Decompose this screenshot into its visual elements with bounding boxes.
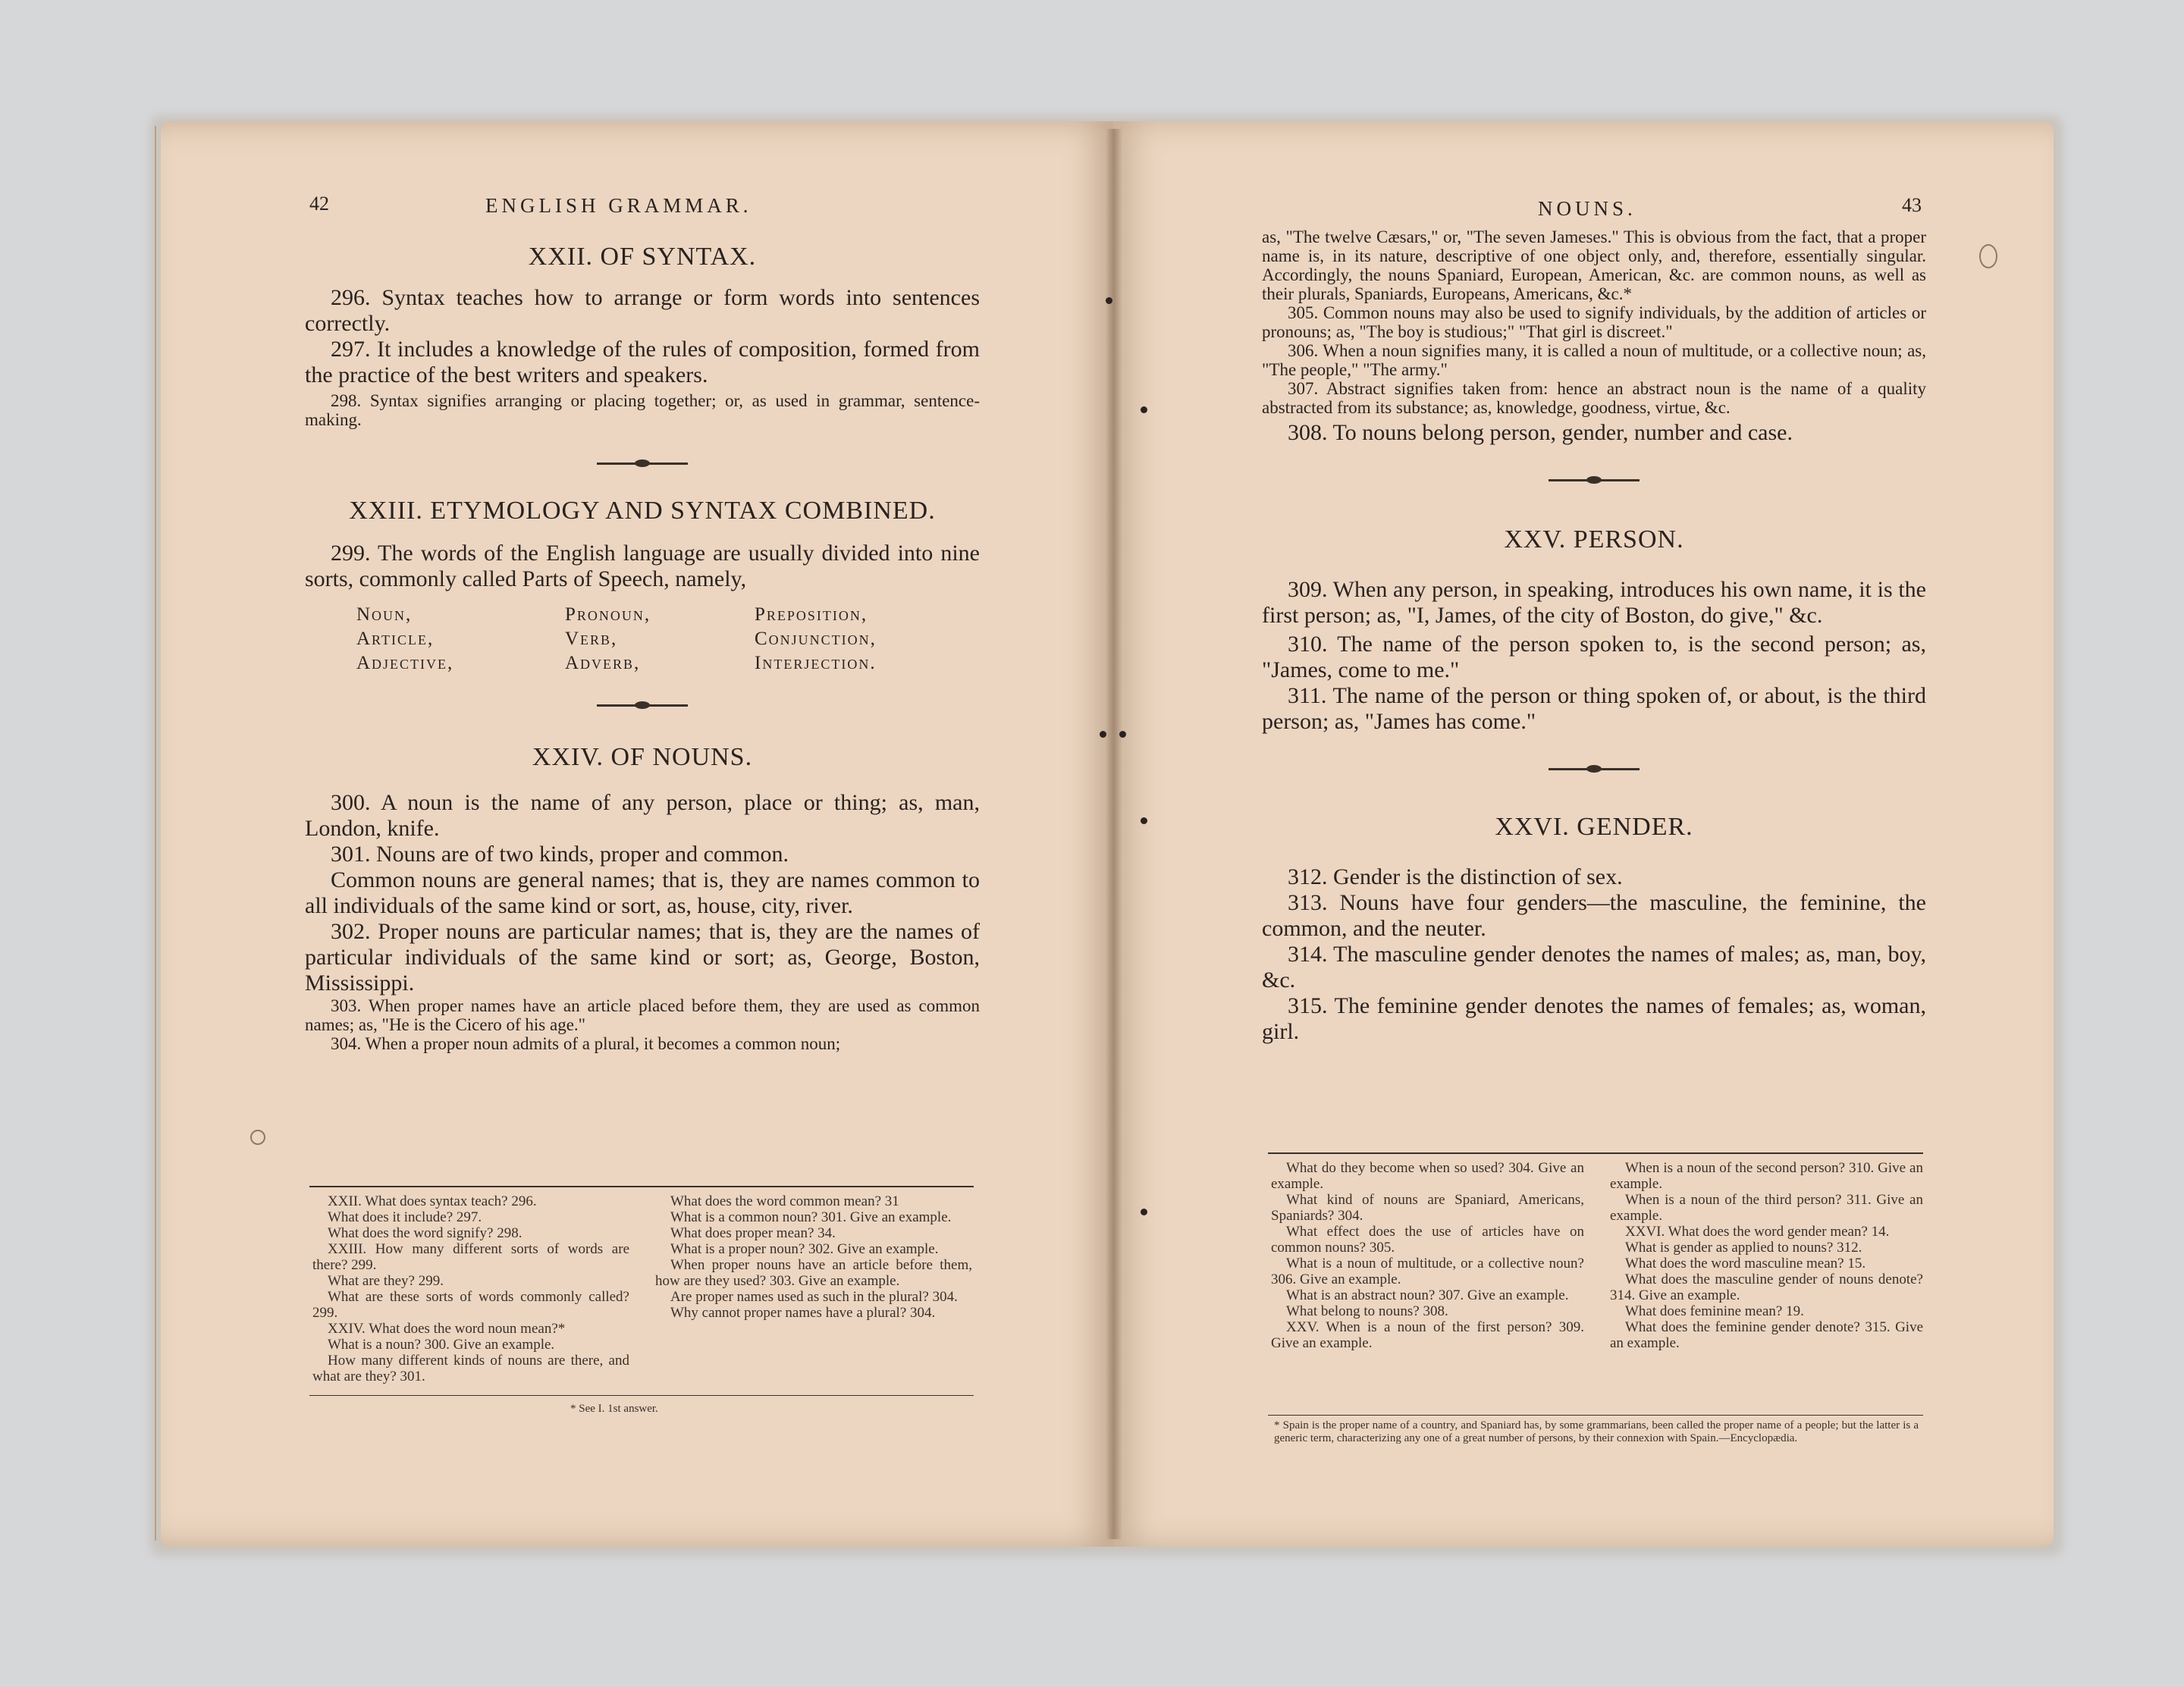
question-rule [309, 1186, 974, 1187]
footnote: * See I. 1st answer. [570, 1403, 658, 1415]
question: XXIV. What does the word noun mean?* [328, 1321, 566, 1337]
question: How many different kinds of nouns are there, and what are they? 301. [312, 1353, 629, 1384]
paragraph-small: 307. Abstract signifies taken from: hence an abstract noun is the name of a quality abstracted from its substance; as, knowledge, goodness, virtue, &c. [1262, 379, 1926, 417]
part-verb: Verb, [565, 629, 618, 649]
footnote-rule [309, 1395, 974, 1396]
question: What effect does the use of articles have on common nouns? 305. [1271, 1224, 1584, 1256]
page-number: 42 [309, 193, 329, 215]
stitch-mark [1119, 731, 1126, 738]
right-page [1113, 121, 2054, 1547]
paragraph: 299. The words of the English language are usually divided into nine sorts, commonly called Parts of Speech, namely, [305, 541, 980, 591]
question: What is a noun? 300. Give an example. [328, 1337, 555, 1353]
paragraph-small: 303. When proper names have an article placed before them, they are used as common names; as, "He is the Cicero of his age." [305, 996, 980, 1034]
question: What is a noun of multitude, or a collective noun? 306. Give an example. [1271, 1256, 1584, 1287]
question: When is a noun of the third person? 311. Give an example. [1610, 1192, 1923, 1224]
question: What does the word signify? 298. [328, 1225, 522, 1241]
question: XXIII. How many different sorts of words are there? 299. [312, 1241, 629, 1273]
question: What is an abstract noun? 307. Give an example. [1286, 1287, 1569, 1303]
paragraph: 309. When any person, in speaking, introduces his own name, it is the first person; as, "I, James, of the city of Boston, do give," &c. [1262, 577, 1926, 628]
stitch-mark [1100, 731, 1106, 738]
paragraph: 312. Gender is the distinction of sex. [1288, 864, 1623, 889]
question: When is a noun of the second person? 310. Give an example. [1610, 1160, 1923, 1192]
running-head: NOUNS. [1538, 197, 1636, 220]
question: When proper nouns have an article before them, how are they used? 303. Give an example. [655, 1257, 972, 1289]
paragraph-small: 298. Syntax signifies arranging or placing together; or, as used in grammar, sentence-making. [305, 391, 980, 429]
question: What is a common noun? 301. Give an example. [670, 1209, 952, 1225]
part-adverb: Adverb, [565, 653, 641, 673]
question-column [655, 1193, 972, 1384]
parts-of-speech [356, 604, 980, 674]
section-heading: XXII. OF SYNTAX. [528, 243, 757, 271]
paragraph-small: as, "The twelve Cæsars," or, "The seven Jameses." This is obvious from the fact, that a proper name is, in its nature, descriptive of one object only, and, therefore, essentially singular. Accordingly, the nouns Spaniard, European, American, &c. are common nouns, as well as their plurals, Spaniards, Europeans, Americans, &c.* [1262, 227, 1926, 303]
stitch-mark [1141, 1209, 1147, 1215]
question: What does the word common mean? 31 [670, 1193, 899, 1209]
question: What does the masculine gender of nouns denote? 314. Give an example. [1610, 1272, 1923, 1303]
stitch-mark [1141, 817, 1147, 824]
review-questions [312, 1193, 972, 1384]
question-rule [1268, 1152, 1923, 1154]
question: XXV. When is a noun of the first person? 309. Give an example. [1271, 1319, 1584, 1351]
paragraph: 300. A noun is the name of any person, place or thing; as, man, London, knife. [305, 790, 980, 841]
question-column [1610, 1160, 1923, 1351]
question: What do they become when so used? 304. Give an example. [1271, 1160, 1584, 1192]
stitch-mark [1106, 297, 1112, 304]
question: What does it include? 297. [328, 1209, 482, 1225]
part-noun: Noun, [356, 604, 413, 625]
section-heading: XXVI. GENDER. [1495, 813, 1693, 841]
paragraph: 314. The masculine gender denotes the names of males; as, man, boy, &c. [1262, 942, 1926, 992]
stitch-mark [1141, 406, 1147, 413]
paragraph: 301. Nouns are of two kinds, proper and common. [331, 842, 789, 867]
part-pronoun: Pronoun, [565, 604, 651, 625]
question: What does feminine mean? 19. [1625, 1303, 1804, 1319]
question: What does proper mean? 34. [670, 1225, 836, 1241]
running-head: ENGLISH GRAMMAR. [485, 194, 752, 217]
book-spine [1106, 129, 1122, 1539]
footnote: * Spain is the proper name of a country, and Spaniard has, by some grammarians, been called the proper name of a people; but the latter is a generic term, characterizing any one of a great number of persons, by their connexion with Spain.—Encyclopædia. [1274, 1419, 1919, 1444]
question: What kind of nouns are Spaniard, Americans, Spaniards? 304. [1271, 1192, 1584, 1224]
paragraph: 315. The feminine gender denotes the names of females; as, woman, girl. [1262, 993, 1926, 1044]
section-heading: XXIII. ETYMOLOGY AND SYNTAX COMBINED. [349, 497, 936, 525]
paragraph: 310. The name of the person spoken to, is the second person; as, "James, come to me." [1262, 632, 1926, 682]
paragraph: 297. It includes a knowledge of the rules of composition, formed from the practice of the best writers and speakers. [305, 337, 980, 387]
paragraph: 313. Nouns have four genders—the masculine, the feminine, the common, and the neuter. [1262, 890, 1926, 941]
paragraph-small: 305. Common nouns may also be used to signify individuals, by the addition of articles or pronouns; as, "The boy is studious;" "That girl is discreet." [1262, 303, 1926, 341]
paper-speck [1979, 244, 1997, 268]
part-interjection: Interjection. [755, 653, 877, 673]
question-column [1271, 1160, 1584, 1351]
paragraph: 296. Syntax teaches how to arrange or form words into sentences correctly. [305, 285, 980, 336]
footnote-rule [1268, 1415, 1923, 1416]
question: What does the word masculine mean? 15. [1625, 1256, 1866, 1272]
question: XXVI. What does the word gender mean? 14. [1625, 1224, 1890, 1240]
ornament-divider [1549, 479, 1640, 481]
paragraph: 308. To nouns belong person, gender, number and case. [1288, 420, 1793, 445]
ornament-divider [597, 704, 688, 707]
question: What is gender as applied to nouns? 312. [1625, 1240, 1862, 1256]
question: What are these sorts of words commonly called? 299. [312, 1289, 629, 1321]
part-article: Article, [356, 629, 435, 649]
paper-speck [250, 1130, 265, 1145]
part-adjective: Adjective, [356, 653, 454, 673]
page-number: 43 [1902, 194, 1922, 216]
question: XXII. What does syntax teach? 296. [328, 1193, 537, 1209]
paragraph-small: 304. When a proper noun admits of a plural, it becomes a common noun; [331, 1034, 841, 1053]
section-heading: XXV. PERSON. [1504, 525, 1684, 553]
paragraph: 311. The name of the person or thing spoken of, or about, is the third person; as, "James has come." [1262, 683, 1926, 734]
paragraph-small: 306. When a noun signifies many, it is called a noun of multitude, or a collective noun; as, "The people," "The army." [1262, 341, 1926, 379]
question: What belong to nouns? 308. [1286, 1303, 1448, 1319]
paragraph: 302. Proper nouns are particular names; that is, they are the names of particular individuals of the same kind or sort; as, George, Boston, Mississippi. [305, 919, 980, 996]
question: What is a proper noun? 302. Give an example. [670, 1241, 939, 1257]
left-body [305, 243, 980, 1053]
question: What are they? 299. [328, 1273, 444, 1289]
question: What does the feminine gender denote? 315. Give an example. [1610, 1319, 1923, 1351]
part-conjunction: Conjunction, [755, 629, 877, 649]
right-body [1262, 227, 1926, 1045]
part-preposition: Preposition, [755, 604, 868, 625]
ornament-divider [1549, 768, 1640, 770]
question: Are proper names used as such in the plural? 304. [670, 1289, 958, 1305]
question: Why cannot proper names have a plural? 304. [670, 1305, 936, 1321]
question-column [312, 1193, 629, 1384]
left-page [161, 121, 1113, 1547]
review-questions [1271, 1160, 1923, 1351]
ornament-divider [597, 463, 688, 465]
section-heading: XXIV. OF NOUNS. [532, 743, 753, 771]
paragraph: Common nouns are general names; that is, they are names common to all individuals of the same kind or sort, as, house, city, river. [305, 867, 980, 918]
